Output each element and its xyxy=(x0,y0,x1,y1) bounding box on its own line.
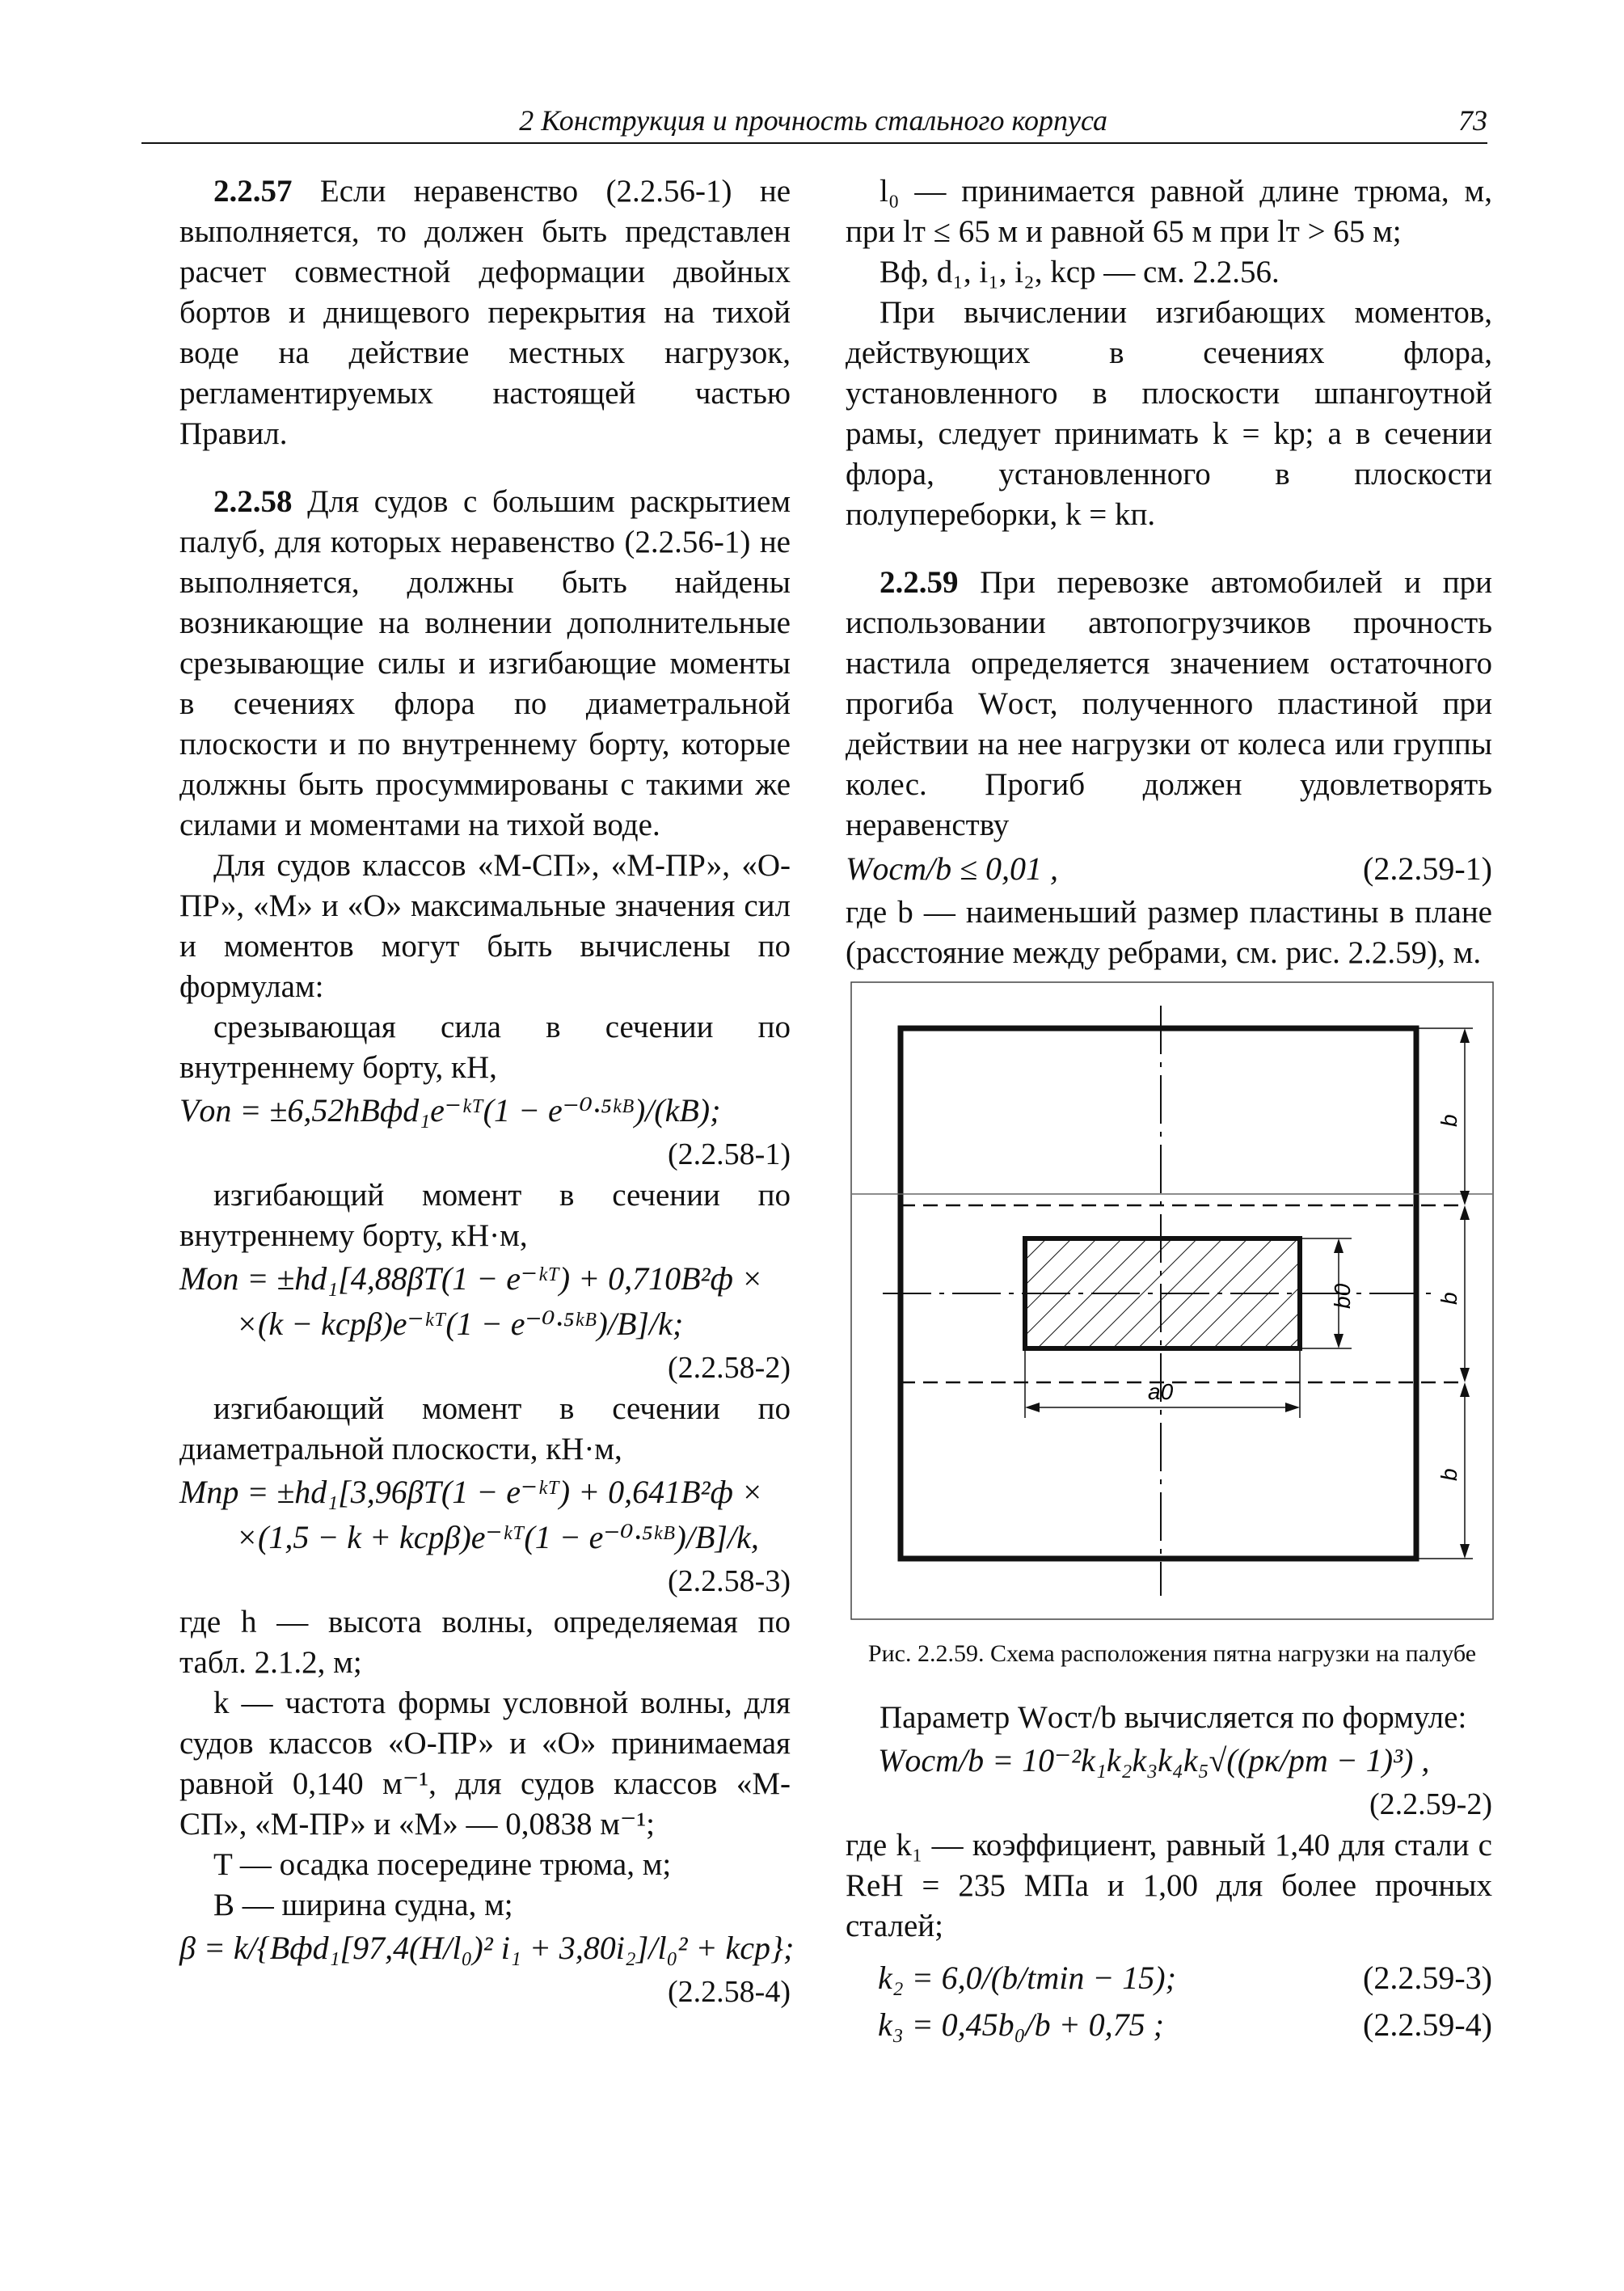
figure-label-b-bottom: b xyxy=(1436,1468,1462,1481)
figure-label-a0: a0 xyxy=(1148,1379,1174,1404)
formula-2-2-58-1: Vоп = ±6,52hBфd₁e⁻ᵏᵀ(1 − e⁻⁰·⁵ᵏᴮ)/(kB); xyxy=(179,1092,721,1129)
running-title: 2 Конструкция и прочность стального корпуса xyxy=(519,104,1107,137)
paragraph-floor-moments: При вычислении изгибающих моментов, действующих в сечениях флора, установленного в плоскости шпангоутной рамы, следует принимать k = kр; а в сечении флора, установленного в плоскости полупереборки, k = kп. xyxy=(846,295,1492,532)
formula-number: (2.2.58-2) xyxy=(668,1351,791,1385)
formula-2-2-59-1 xyxy=(846,846,1492,892)
definition-k: k — частота формы условной волны, для судов классов «О-ПР» и «О» принимаемая равной 0,140 м⁻¹, для судов классов «М-СП», «М-ПР» и «М» — 0,0838 м⁻¹; xyxy=(179,1686,791,1842)
definition-refs: Bф, d₁, i₁, i₂, kср — см. 2.2.56. xyxy=(879,255,1280,289)
figure-label-b-top: b xyxy=(1436,1114,1462,1127)
paragraph-2-2-57 xyxy=(179,171,791,454)
paragraph-2-2-59 xyxy=(846,563,1492,846)
formula-number: (2.2.58-4) xyxy=(668,1975,791,2009)
page-number: 73 xyxy=(1458,104,1487,137)
paragraph-shear-force: срезывающая сила в сечении по внутреннему борту, кН, xyxy=(179,1010,791,1085)
formula-number: (2.2.58-3) xyxy=(668,1564,791,1598)
paragraph-classes: Для судов классов «М-СП», «М-ПР», «О-ПР», «М» и «О» максимальные значения сил и моментов могут быть вычислены по формулам: xyxy=(179,848,791,1004)
figure-label-b0: b0 xyxy=(1330,1283,1355,1309)
definition-b-plate: где b — наименьший размер пластины в плане (расстояние между ребрами, см. рис. 2.2.59), м. xyxy=(846,895,1492,970)
formula-2-2-58-3-line1: Mпр = ±hd₁[3,96βT(1 − e⁻ᵏᵀ) + 0,641B²ф × xyxy=(179,1474,763,1510)
figure-load-patch xyxy=(850,981,1494,1667)
section-number: 2.2.57 xyxy=(213,174,293,209)
section-number: 2.2.58 xyxy=(213,484,293,519)
section-number: 2.2.59 xyxy=(879,565,959,600)
formula-2-2-59-2: Wост/b = 10⁻²k₁k₂k₃k₄k₅√((pк/pт − 1)³) , xyxy=(878,1742,1430,1778)
running-header xyxy=(141,103,1487,144)
figure-label-b-middle: b xyxy=(1436,1292,1462,1305)
figure-caption: Рис. 2.2.59. Схема расположения пятна нагрузки на палубе xyxy=(867,1640,1477,1667)
definition-l0: l₀ — принимается равной длине трюма, м, при lт ≤ 65 м и равной 65 м при lт > 65 м; xyxy=(846,174,1492,249)
definition-t: T — осадка посередине трюма, м; xyxy=(213,1847,672,1882)
load-patch-diagram xyxy=(850,981,1494,1620)
right-column xyxy=(846,171,1492,2048)
formula-2-2-59-3 xyxy=(846,1955,1492,2002)
formula-number: (2.2.59-2) xyxy=(1369,1787,1492,1821)
paragraph-text: При перевозке автомобилей и при использовании автопогрузчиков прочность настила определяется значением остаточного прогиба Wост, полученного пластиной при действии на нее нагрузки от колеса или группы колес. Прогиб должен удовлетворять неравенству xyxy=(846,565,1493,842)
formula-text: k₃ = 0,45b₀/b + 0,75 ; xyxy=(878,2006,1164,2043)
formula-number: (2.2.59-4) xyxy=(1363,2006,1492,2043)
formula-number: (2.2.59-3) xyxy=(1363,1960,1492,1996)
paragraph-parameter: Параметр Wост/b вычисляется по формуле: xyxy=(879,1700,1467,1735)
definition-b: B — ширина судна, м; xyxy=(213,1888,513,1922)
paragraph-text: Если неравенство (2.2.56-1) не выполняется, то должен быть представлен расчет совместной деформации двойных бортов и днищевого перекрытия на тихой воде на действие местных нагрузок, регламентируемых настоящей частью Правил. xyxy=(179,174,791,451)
formula-2-2-58-2-line1: Mоп = ±hd₁[4,88βT(1 − e⁻ᵏᵀ) + 0,710B²ф × xyxy=(179,1260,763,1297)
formula-number: (2.2.59-1) xyxy=(1363,850,1492,887)
paragraph-moment-inner: изгибающий момент в сечении по внутреннему борту, кН·м, xyxy=(179,1178,791,1253)
formula-2-2-58-2-line2: ×(k − kсрβ)e⁻ᵏᵀ(1 − e⁻⁰·⁵ᵏᴮ)/B]/k; xyxy=(236,1306,684,1342)
formula-text: k₂ = 6,0/(b/tmin − 15); xyxy=(878,1960,1176,1996)
definition-h: где h — высота волны, определяемая по табл. 2.1.2, м; xyxy=(179,1605,791,1680)
formula-2-2-58-4: β = k/{Bфd₁[97,4(H/l₀)² i₁ + 3,80i₂]/l₀² + kср}; xyxy=(179,1930,795,1966)
definition-k1: где k₁ — коэффициент, равный 1,40 для стали с ReH = 235 МПа и 1,00 для более прочных сталей; xyxy=(846,1828,1492,1943)
formula-2-2-58-3-line2: ×(1,5 − k + kсрβ)e⁻ᵏᵀ(1 − e⁻⁰·⁵ᵏᴮ)/B]/k, xyxy=(236,1519,759,1555)
formula-text: Wост/b ≤ 0,01 , xyxy=(846,850,1059,887)
paragraph-moment-center: изгибающий момент в сечении по диаметральной плоскости, кН·м, xyxy=(179,1391,791,1466)
left-column xyxy=(179,171,795,2013)
formula-2-2-59-4 xyxy=(846,2002,1492,2048)
paragraph-2-2-58 xyxy=(179,482,791,846)
load-patch xyxy=(1025,1238,1300,1348)
paragraph-text: Для судов с большим раскрытием палуб, для которых неравенство (2.2.56-1) не выполняется, должны быть найдены возникающие на волнении дополнительные срезывающие силы и изгибающие моменты в сечениях флора по диаметральной плоскости и по внутреннему борту, которые должны быть просуммированы с такими же силами и моментами на тихой воде. xyxy=(179,484,791,842)
formula-number: (2.2.58-1) xyxy=(668,1137,791,1171)
